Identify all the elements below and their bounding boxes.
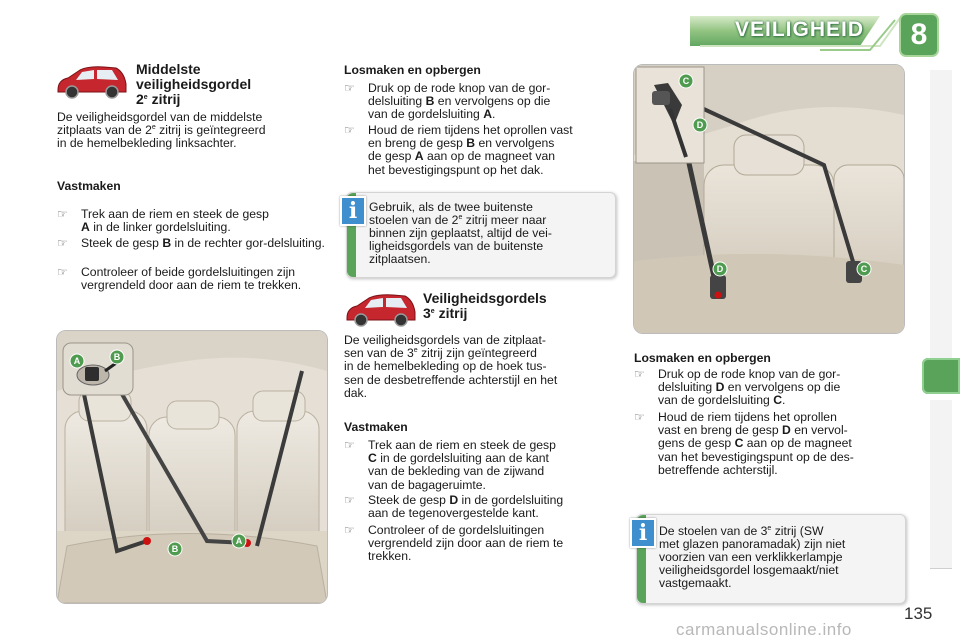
- callout-b: B: [113, 352, 121, 362]
- third-row-seatbelt-photo: [633, 64, 905, 334]
- chapter-tab[interactable]: [930, 238, 952, 281]
- list-item: ☞ Controleer of beide gordelsluitingen zijn vergrendeld door aan de riem te trekken.: [57, 265, 302, 293]
- section-subheading: Vastmaken: [57, 179, 121, 193]
- chapter-tab[interactable]: [930, 70, 952, 113]
- page-title: VEILIGHEID: [734, 18, 864, 41]
- section-subheading: Losmaken en opbergen: [634, 351, 771, 365]
- pointing-hand-icon: ☞: [634, 367, 645, 381]
- list-item: ☞ Trek aan de riem en steek de gesp C in de gordelsluiting aan de kant van de bekleding van de zijwand van de bagageruimte.: [344, 438, 556, 492]
- callout-b: B: [171, 544, 179, 554]
- pointing-hand-icon: ☞: [344, 81, 355, 95]
- pointing-hand-icon: ☞: [57, 236, 68, 250]
- callout-a: A: [73, 356, 81, 366]
- callout-c: C: [682, 76, 690, 86]
- chapter-tab[interactable]: [930, 442, 952, 485]
- info-icon: i: [340, 196, 366, 226]
- list-item: ☞ Steek de gesp D in de gordelsluiting aan de tegenovergestelde kant.: [344, 493, 564, 521]
- list-item: ☞ Steek de gesp B in de rechter gor-delsluiting.: [57, 236, 325, 250]
- pointing-hand-icon: ☞: [634, 410, 645, 424]
- chapter-tab-active[interactable]: [922, 358, 960, 394]
- pointing-hand-icon: ☞: [57, 207, 68, 221]
- pointing-hand-icon: ☞: [57, 265, 68, 279]
- chapter-tab[interactable]: [930, 196, 952, 239]
- callout-c: C: [860, 264, 868, 274]
- callout-a: A: [235, 536, 243, 546]
- pointing-hand-icon: ☞: [344, 123, 355, 137]
- chapter-tab[interactable]: [930, 280, 952, 323]
- pointing-hand-icon: ☞: [344, 523, 355, 537]
- car-icon: [343, 290, 419, 330]
- page-number: 135: [904, 604, 933, 623]
- callout-d: D: [696, 120, 704, 130]
- list-item: ☞ Druk op de rode knop van de gor- delsluiting D en vervolgens op die van de gordelsluiting C.: [634, 367, 841, 408]
- section-subheading: Losmaken en opbergen: [344, 63, 481, 77]
- middle-seatbelt-photo: [56, 330, 328, 604]
- chapter-tab[interactable]: [930, 526, 952, 569]
- list-item: ☞ Houd de riem tijdens het oprollen vast en breng de gesp D en vervol- gens de gesp C aan op de magneet van het bevestigingspunt op de des- betreffende achterstijl.: [634, 410, 854, 477]
- chapter-number-badge: 8: [910, 18, 928, 51]
- section-title: Middelste veiligheidsgordel 2e zitrij: [136, 61, 252, 107]
- info-icon: i: [630, 518, 656, 548]
- info-box: Gebruik, als de twee buitenste stoelen van de 2e zitrij meer naar binnen zijn geplaatst, altijd de vei- ligheidsgordels van de buitenste zitplaatsen.: [346, 192, 616, 278]
- list-item: ☞ Controleer of de gordelsluitingen vergrendeld zijn door aan de riem te trekken.: [344, 523, 564, 564]
- intro-paragraph: De veiligheidsgordel van de middelste zitplaats van de 2e zitrij is geïntegreerd in de hemelbekleding linksachter.: [57, 110, 266, 151]
- pointing-hand-icon: ☞: [344, 493, 355, 507]
- section-title: Veiligheidsgordels 3e zitrij: [423, 290, 547, 321]
- intro-paragraph: De veiligheidsgordels van de zitplaat- sen van de 3e zitrij zijn geïntegreerd in de hemelbekleding op de hoek tus- sen de desbetreffende achterstijl en het dak.: [344, 333, 558, 400]
- chapter-tab[interactable]: [930, 400, 952, 443]
- watermark: carmanualsonline.info: [676, 620, 852, 639]
- chapter-tab[interactable]: [930, 154, 952, 197]
- list-item: ☞ Houd de riem tijdens het oprollen vast en breng de gesp B en vervolgens de gesp A aan op de magneet van het bevestigingspunt op het dak.: [344, 123, 573, 177]
- info-box: De stoelen van de 3e zitrij (SW met glazen panoramadak) zijn niet voorzien van een verklikkerlampje veiligheidsgordel losgemaakt/niet vastgemaakt.: [636, 514, 906, 604]
- list-item: ☞ Trek aan de riem en steek de gesp A in de linker gordelsluiting.: [57, 207, 269, 235]
- chapter-tab[interactable]: [930, 484, 952, 527]
- chapter-tab[interactable]: [930, 112, 952, 155]
- list-item: ☞ Druk op de rode knop van de gor- delsluiting B en vervolgens op die van de gordelsluiting A.: [344, 81, 551, 122]
- car-icon: [54, 62, 130, 102]
- section-subheading: Vastmaken: [344, 420, 408, 434]
- pointing-hand-icon: ☞: [344, 438, 355, 452]
- callout-d: D: [716, 264, 724, 274]
